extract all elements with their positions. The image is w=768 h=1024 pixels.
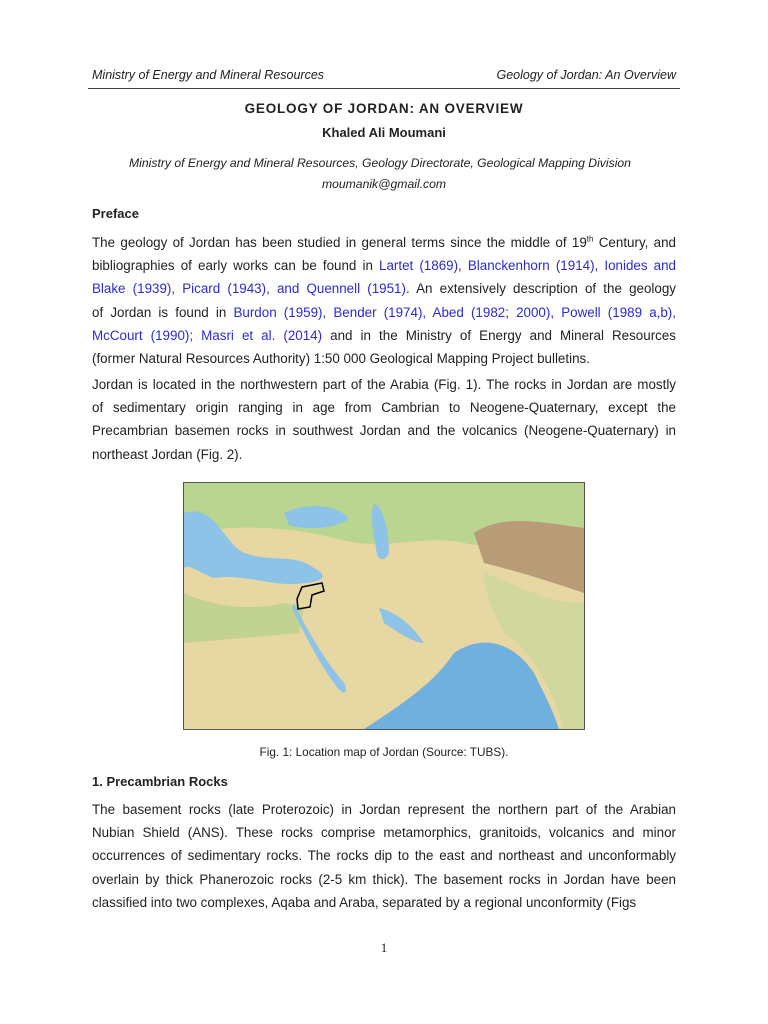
header-right: Geology of Jordan: An Overview [496,68,676,82]
text-line [92,254,676,277]
text-line [92,844,676,867]
email[interactable]: moumanik@gmail.com [321,177,447,191]
text-line [92,821,676,844]
superscript: th [586,234,594,244]
citation-link[interactable]: Lartet (1869), Blanckenhorn (1914), Ionides and [379,258,676,274]
text-line [92,347,676,370]
text-segment: Nubian Shield (ANS). These rocks comprise metamorphics, granitoids, volcanics and minor [92,825,676,841]
location-map-figure [183,482,585,730]
figure-caption: Fig. 1: Location map of Jordan (Source: TUBS). [259,745,509,759]
text-line [92,231,676,254]
paragraph-3 [92,798,676,914]
header-left: Ministry of Energy and Mineral Resources [92,68,325,82]
text-line [92,373,676,396]
text-segment: of sedimentary origin ranging in age from Cambrian to Neogene-Quaternary, except the [92,400,676,416]
affiliation: Ministry of Energy and Mineral Resources, Geology Directorate, Geological Mapping Division [129,156,631,170]
paragraph-2 [92,373,676,466]
text-segment: (former Natural Resources Authority) 1:50 000 Geological Mapping Project bulletins. [92,350,590,366]
text-segment: Precambrian basemen rocks in southwest Jordan and the volcanics (Neogene-Quaternary) in [92,423,676,439]
text-line [92,277,676,300]
text-line [92,891,676,914]
text-line [92,419,676,442]
text-line [92,868,676,891]
text-line [92,443,676,466]
page-title: GEOLOGY OF JORDAN: AN OVERVIEW [244,101,524,116]
text-segment: bibliographies of early works can be found in [92,258,379,274]
text-segment: occurrences of sedimentary rocks. The rocks dip to the east and northeast and unconformably [92,848,676,864]
text-line [92,798,676,821]
text-segment: Jordan is located in the northwestern part of the Arabia (Fig. 1). The rocks in Jordan are mostly [92,377,676,392]
text-segment: . An extensively description of the geology [405,281,676,297]
text-segment: and in the Ministry of Energy and Mineral Resources [322,327,676,343]
text-line [92,301,676,324]
citation-link[interactable]: McCourt (1990); Masri et al. (2014) [92,327,323,343]
text-line [92,324,676,347]
text-segment: The geology of Jordan has been studied in general terms since the middle of 19 [92,235,587,250]
text-segment: overlain by thick Phanerozoic rocks (2-5 km thick). The basement rocks in Jordan have been [92,871,676,887]
text-segment: Century, and [593,235,677,250]
preface-heading: Preface [92,206,139,221]
header-rule [88,88,680,89]
citation-link[interactable]: Burdon (1959), Bender (1974), Abed (1982; 2000), Powell (1989 a,b), [233,304,676,320]
page-number: 1 [380,940,388,955]
paragraph-1 [92,231,676,370]
text-segment: of Jordan is found in [92,304,234,320]
text-line [92,396,676,419]
citation-link[interactable]: Blake (1939), Picard (1943), and Quennell (1951) [92,281,406,297]
text-segment: northeast Jordan (Fig. 2). [92,446,243,462]
author: Khaled Ali Moumani [322,125,446,140]
text-segment: The basement rocks (late Proterozoic) in Jordan represent the northern part of the Arabian [92,802,676,817]
text-segment: classified into two complexes, Aqaba and Araba, separated by a regional unconformity (Figs [92,894,637,910]
section-heading-precambrian: 1. Precambrian Rocks [92,774,228,789]
